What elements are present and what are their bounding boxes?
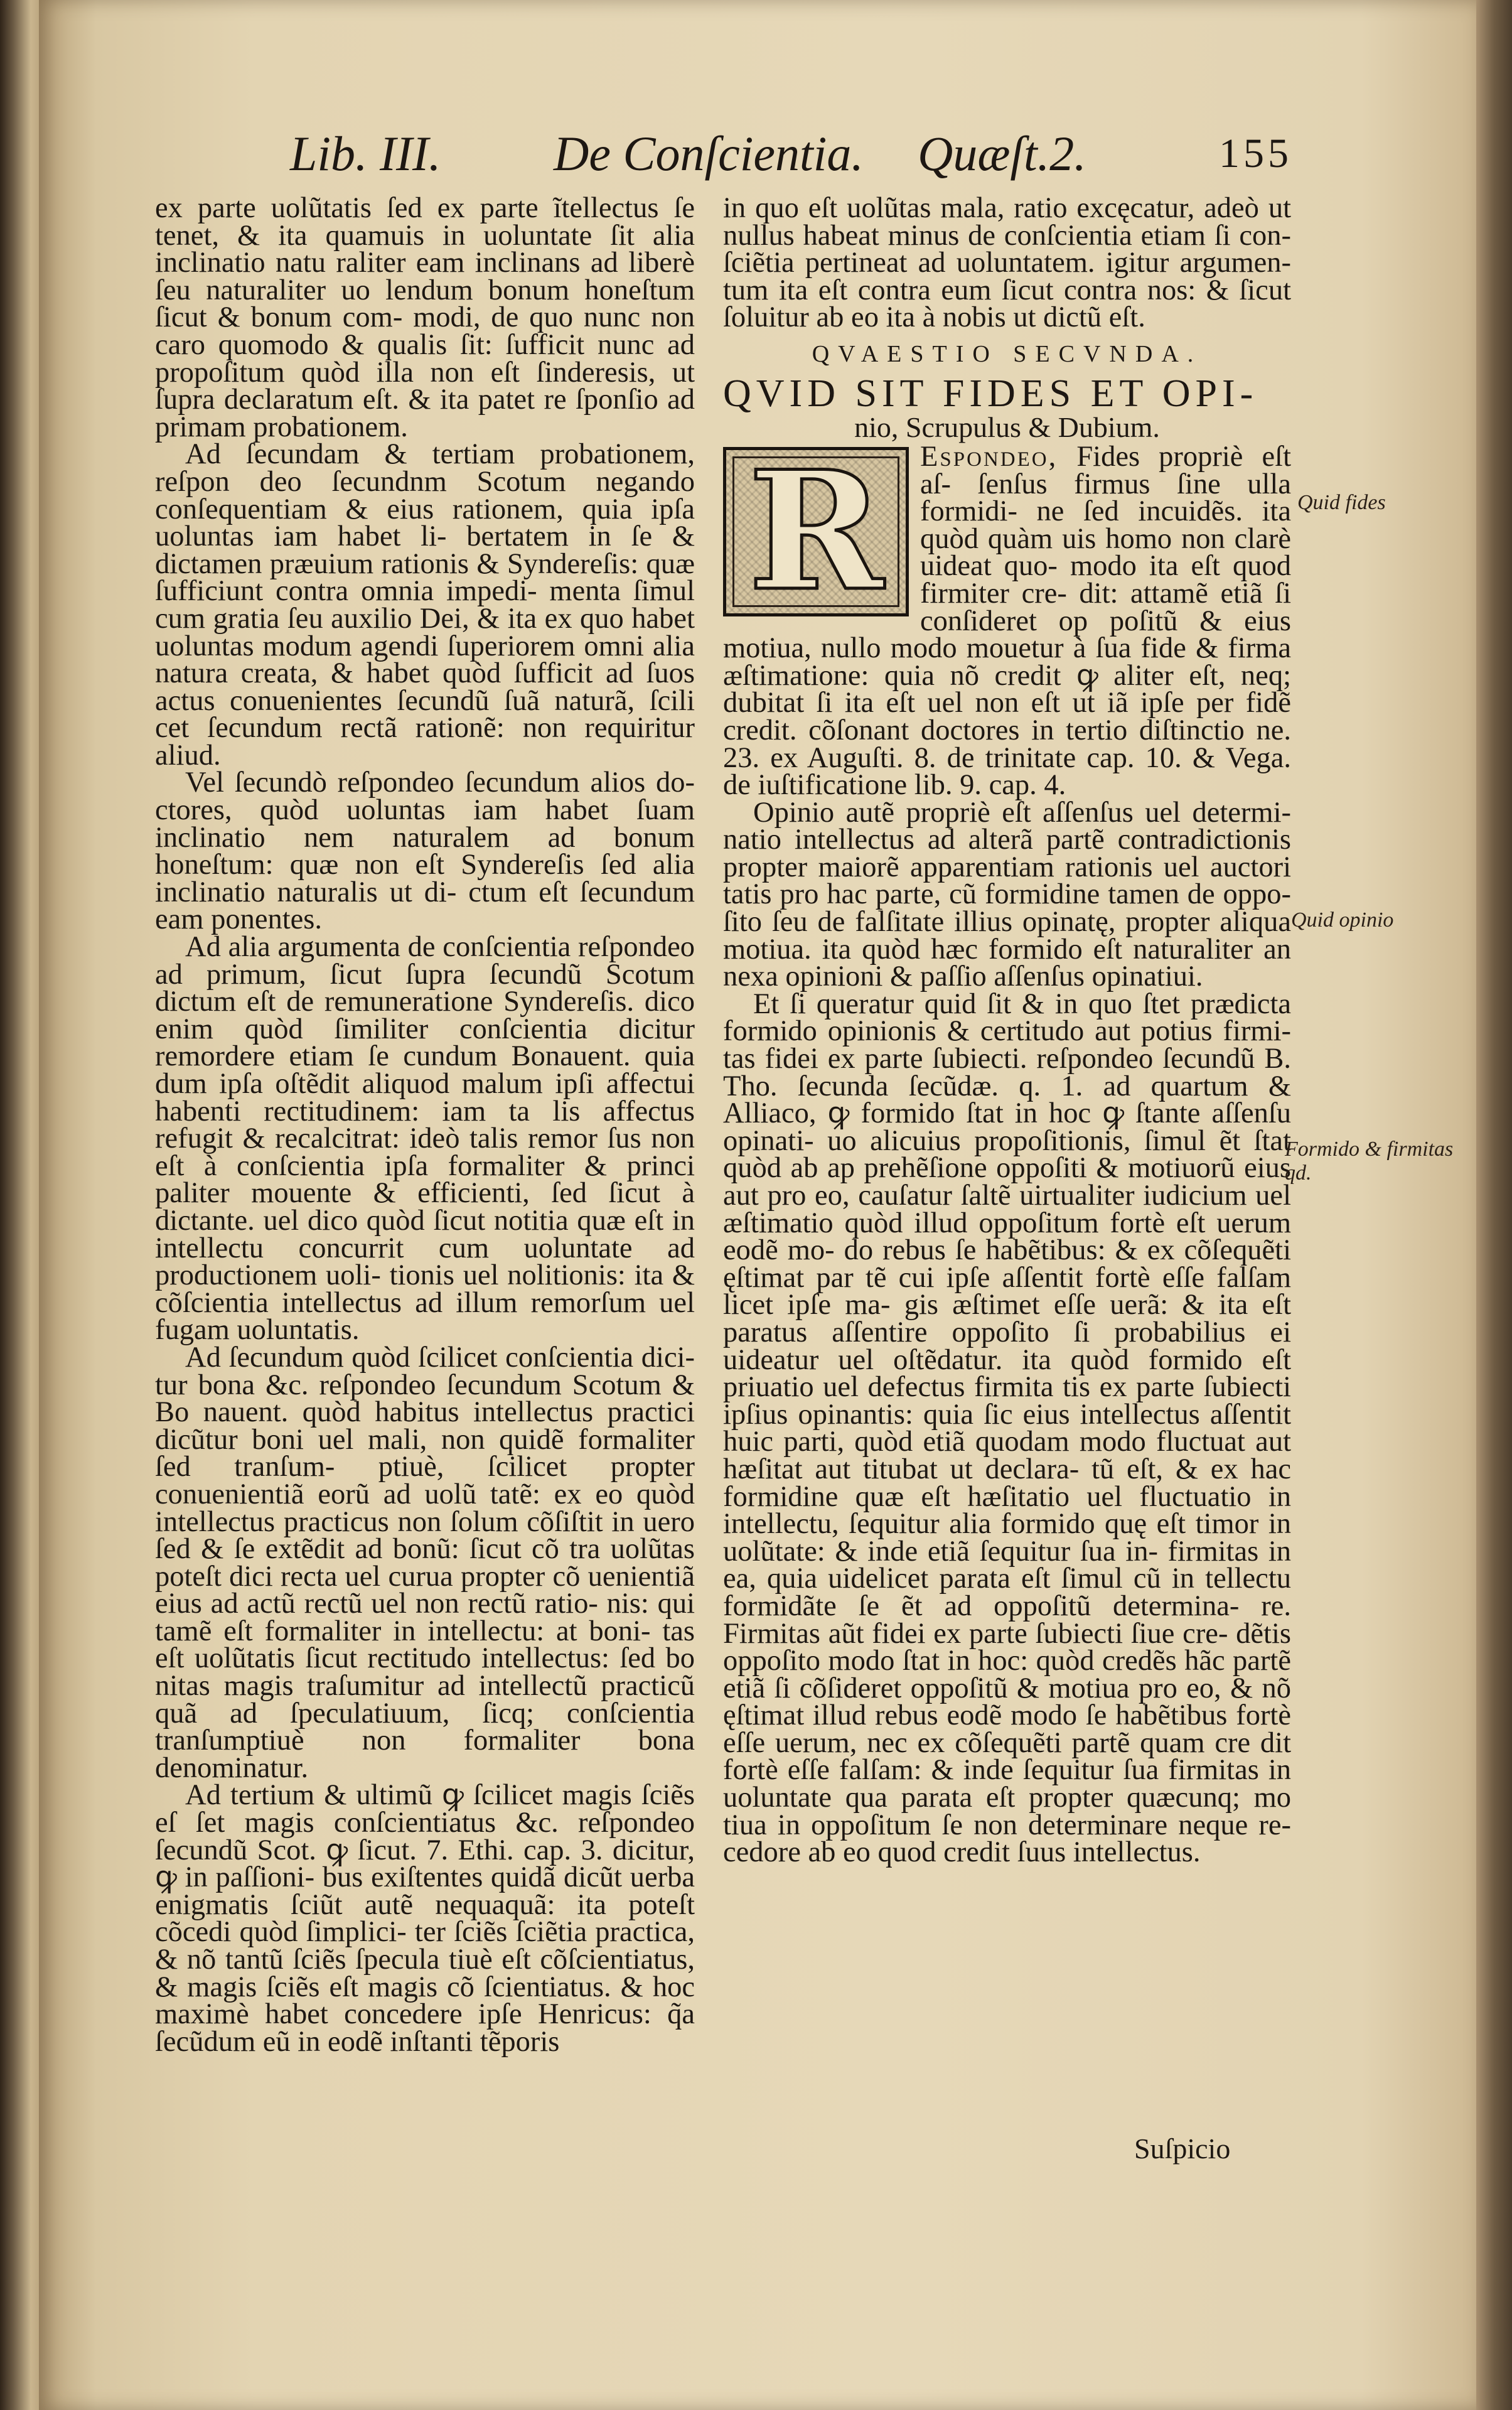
question-number: Quæſt.2.: [918, 126, 1086, 181]
paragraph: in quo eſt uolũtas mala, ratio excęcatur, adeò ut nullus habeat minus de conſcientia etiam ſi con- ſciẽtia pertineat ad uoluntatem. igitur argumen- tum ita eſt contra eum ſicut contra nos: & ſicut ſoluitur ab eo ita à nobis ut dictũ eſt.: [723, 192, 1291, 334]
right-column: [723, 192, 1291, 1869]
question-heading: QVAESTIO SECVNDA.: [812, 340, 1203, 367]
paragraph: Ad ſecundam & tertiam probationem, reſpon deo ſecundnm Scotum negando conſequentiam & eius rationem, quia ipſa uoluntas iam habet li- bertatem in ſe & dictamen præuium rationis & Syndereſis: quæ ſufficiunt contra omnia impedi- menta ſimul cum gratia ſeu auxilio Dei, & ita ex quo habet uoluntas modum agendi ſuperiorem omni alia natura creata, & habet quòd ſufficit ad ſuos actus conuenientes ſecundũ ſuã naturã, ſcili cet ſecundum rectã rationẽ: non requiritur aliud.: [155, 438, 695, 772]
decorated-initial: [723, 435, 909, 627]
initial-frame: [732, 435, 899, 627]
page-edge-shadow: [1476, 0, 1512, 2410]
paragraph: Ad tertium & ultimũ ꝙ ſcilicet magis ſciẽs eſ ſet magis conſcientiatus &c. reſpondeo ſecundũ Scot. ꝙ ſicut. 7. Ethi. cap. 3. dicitur, ꝙ in paſſioni- bus exiſtentes quidã dicũt uerba enigmatis ſciũt autẽ nequaquã: ita poteſt cõcedi quòd ſimplici- ter ſciẽs ſciẽtia practica, & nõ tantũ ſciẽs ſpecula tiuè eſt cõſcientiatus, & magis ſciẽs eſt magis cõ ſcientiatus. & hoc maximè habet concedere ipſe Henricus: q̃a ſecũdum eũ in eodẽ inſtanti tẽporis: [155, 1779, 695, 2058]
paragraph: Ad ſecundum quòd ſcilicet conſcientia dici- tur bona &c. reſpondeo ſecundum Scotum & Bo nauent. quòd habitus intellectus practici dicũtur boni uel mali, non quidẽ formaliter ſed tranſum- ptiuè, ſcilicet propter conuenientiã eorũ ad uolũ tatẽ: ex eo quòd intellectus practicus non ſolum cõſiſtit in uero ſed & ſe extẽdit ad bonũ: ſicut cõ tra uolũtas poteſt dici recta uel curua propter cõ uenientiã eius ad actũ rectũ uel non rectũ ratio- nis: qui tamẽ eſt formaliter in intellectu: at boni- tas eſt uolũtatis ſicut rectitudo intellectus: ſed bo nitas magis traſumitur ad intellectũ practicũ quã ad ſpeculatiuum, ſicq; conſcientia tranſumptiuè non formaliter bona denominatur.: [155, 1341, 695, 1784]
paragraph: Vel ſecundò reſpondeo ſecundum alios do- ctores, quòd uoluntas iam habet ſuam inclinatio nem naturalem ad bonum honeſtum: quæ non eſt Syndereſis ſed alia inclinatio naturalis ut di- ctum eſt ſecundum eam ponentes.: [155, 767, 695, 936]
paragraph: ex parte uolũtatis ſed ex parte ĩtellectus ſe tenet, & ita quamuis in uoluntate ſit alia inclinatio natu raliter eam inclinans ad liberè ſeu naturaliter uo lendum bonum honeſtum ſicut & bonum com- modi, de quo nunc non caro quomodo & qualis ſit: ſufficit nunc ad propoſitum quòd illa non eſt ſinderesis, ut ſupra declaratum eſt. & ita patet re ſponſio ad primam probationem.: [155, 192, 695, 443]
paragraph: Opinio autẽ propriè eſt aſſenſus uel determi- natio intellectus ad alterã partẽ contradictionis propter maiorẽ apparentiam rationis uel auctori tatis pro hac parte, cũ formidine tamen de oppo- ſito ſeu de falſitate illius opinatę, propter aliqua motiua. ita quòd hæc formido eſt naturaliter an nexa opinioni & paſſio aſſenſus opinatiui.: [723, 796, 1291, 993]
paragraph: Et ſi queratur quid ſit & in quo ſtet prædicta formido opinionis & certitudo aut potius firmi- tas fidei ex parte ſubiecti. reſpondeo ſecundũ B. Tho. ſecunda ſecũdæ. q. 1. ad quartum & Alliaco, ꝙ formido ſtat in hoc ꝙ ſtante aſſenſu opinati- uo alicuius propoſitionis, ſimul ẽt ſtat quòd ab ap prehẽſione oppoſiti & motiuorũ eius aut pro eo, cauſatur ſaltẽ uirtualiter iudicium uel æſtimatio quòd illud oppoſitum fortè eſt uerum eodẽ mo- do rebus ſe habẽtibus: & ex cõſequẽti ęſtimat par tẽ cui ipſe aſſentit fortè eſſe falſam licet ipſe ma- gis æſtimet eſſe uerã: & ita eſt paratus aſſentire oppoſito ſi probabilius ei uideatur uel oſtẽdatur. ita quòd formido eſt priuatio uel defectus firmita tis ex parte ſubiecti ipſius opinantis: quia ſic eius intellectus aſſentit huic parti, quòd etiã quodam modo fluctuat aut hæſitat aut titubat ut declara- tũ eſt, & ex hac formidine quæ eſt hæſitatio uel fluctuatio in intellectu, ſequitur alia formido quę eſt timor in uolũtate: & inde etiã ſequitur ſua in- firmitas in ea, quia uidelicet parata eſt ſimul cũ in tellectu formidãte ſe ẽt ad oppoſitũ determina- re. Firmitas aũt fidei ex parte ſubiecti ſiue cre- dẽtis oppoſito modo ſtat in hoc: quòd credẽs hãc partẽ etiã ſi cõſideret oppoſitũ & motiua pro eo, & nõ ęſtimat illud rebus eodẽ modo ſe habẽtibus fortè eſſe uerum, nec ex cõſequẽti partẽ quam cre dit fortè eſſe falſam: & inde ſequitur ſua firmitas in uoluntate qua parata eſt propter quæcunq; mo tiua in oppoſitum ſe non determinare neque re- cedore ab eo quod credit ſuus intellectus.: [723, 987, 1291, 1869]
margin-note: Formido & firmitas qd.: [1285, 1138, 1454, 1185]
book-page: [39, 0, 1476, 2410]
margin-note: Quid opinio: [1291, 908, 1394, 932]
initial-letter: R: [748, 435, 884, 627]
running-title: De Conſcientia.: [554, 126, 864, 181]
question-title: QVID SIT FIDES ET OPI-: [723, 372, 1258, 415]
folio-number: 155: [1219, 131, 1292, 176]
catchword: Suſpicio: [1134, 2133, 1231, 2165]
paragraph: Fides propriè eſt aſ- ſenſus firmus ſine ulla formidi- ne ſed incuidẽs. ita quòd quàm uis homo non clarè uideat quo- modo ita eſt quod firmiter cre- dit: attamẽ etiã ſi conſideret op poſitũ & eius motiua, nullo modo mouetur à ſua fide & firma æſtimatione: quia nõ credit ꝙ aliter eſt, neq; dubitat ſi ita eſt uel non eſt ut iã ipſe per fidẽ credit. cõſonant doctores in tertio diſtinctio ne. 23. ex Auguſti. 8. de trinitate cap. 10. & Vega. de iuſtificatione lib. 9. cap. 4.: [723, 440, 1291, 802]
book-number: Lib. III.: [290, 126, 441, 181]
adjacent-page-edge: [0, 0, 44, 2410]
left-column: [155, 192, 695, 2058]
running-head: [252, 119, 1319, 188]
first-word: Espondeo,: [920, 440, 1058, 473]
question-subtitle: nio, Scrupulus & Dubium.: [854, 411, 1160, 443]
margin-note: Quid fides: [1297, 491, 1386, 514]
paragraph: Ad alia argumenta de conſcientia reſpondeo ad primum, ſicut ſupra ſecundũ Scotum dictum eſt de remuneratione Syndereſis. dico enim quòd ſimiliter conſcientia dicitur remordere etiam ſe cundum Bonauent. quia dum ipſa oſtẽdit aliquod malum ipſi affectui habenti rectitudinem: iam ta lis affectus refugit & recalcitrat: ideò talis remor ſus non eſt à conſcientia ipſa formaliter & princi paliter mouente & efficienti, ſed ſicut à dictante. uel dico quòd ſicut notitia quæ eſt in intellectu concurrit cum uoluntate ad productionem uoli- tionis uel nolitionis: ita & cõſcientia intellectus ad illum remorſum uel fugam uoluntatis.: [155, 931, 695, 1347]
